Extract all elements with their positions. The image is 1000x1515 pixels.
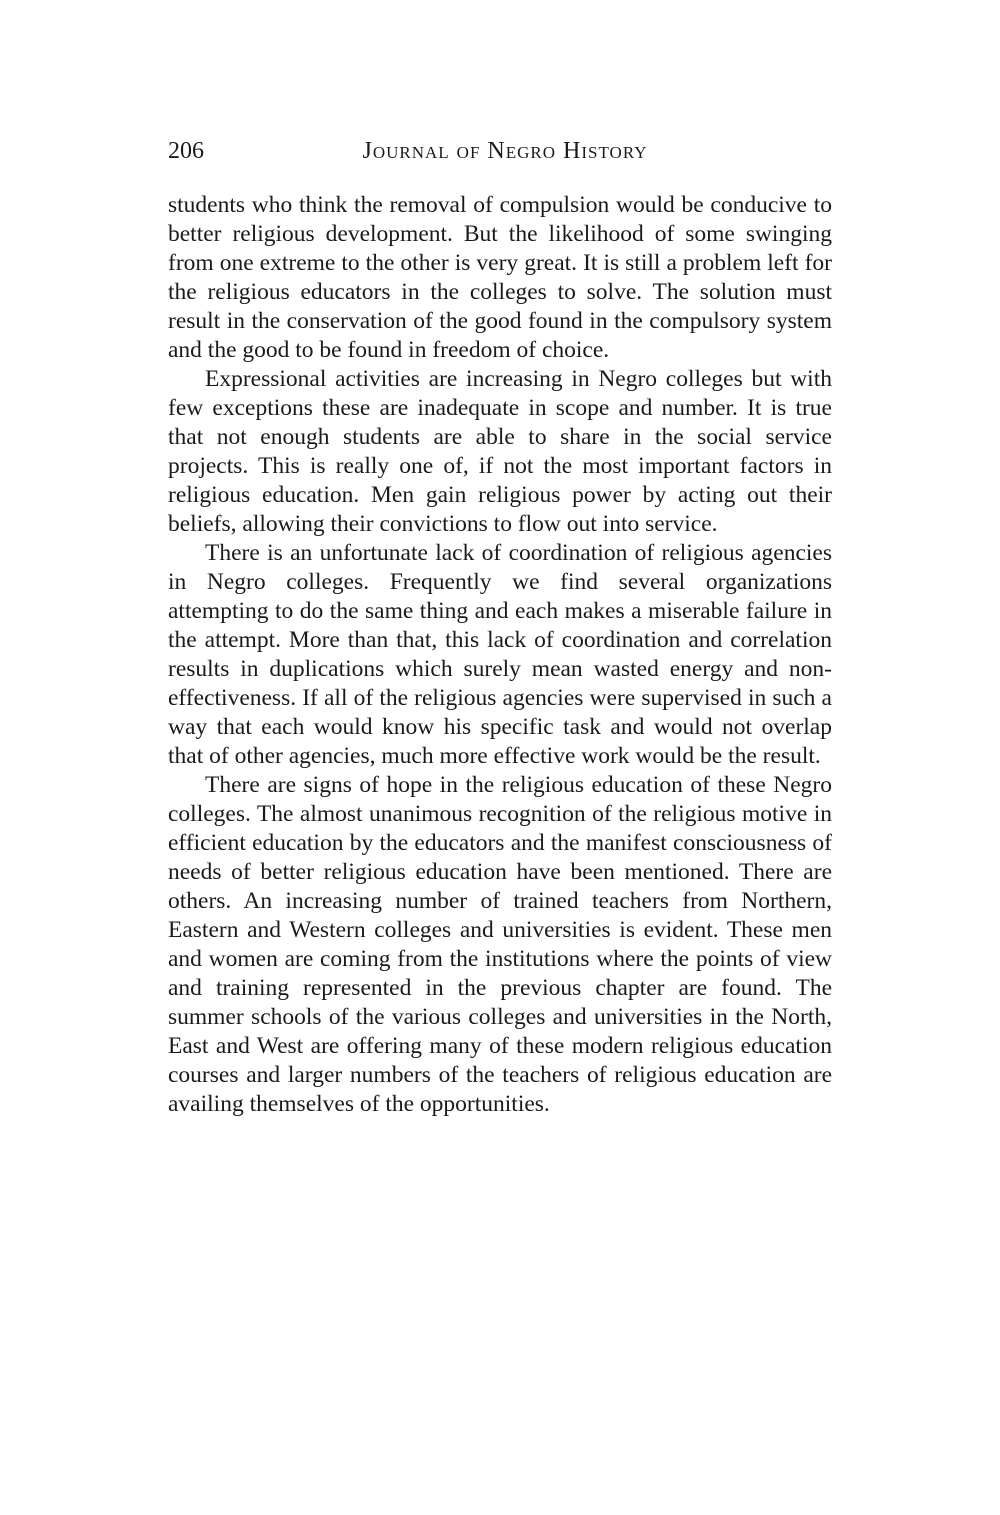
paragraph-signs-of-hope: There are signs of hope in the religious education of these Negro colleges. The almost unanimous recognition of the religious motive in efficient education by the educators and the manifest consciousness of needs of better religious education have been mentioned. There are others. An increasing number of trained teachers from Northern, Eastern and Western colleges and universities is evident. These men and women are coming from the institutions where the points of view and training represented in the previous chapter are found. The summer schools of the various colleges and universities in the North, East and West are offering many of these modern religious education courses and larger numbers of the teachers of religious education are availing themselves of the opportunities.: [168, 772, 832, 1117]
paragraph-continued: students who think the removal of compulsion would be conducive to better religious development. But the likelihood of some swinging from one extreme to the other is very great. It is still a problem left for the religious educators in the colleges to solve. The solution must result in the conservation of the good found in the compulsory system and the good to be found in freedom of choice.: [168, 192, 832, 363]
paragraph-coordination: There is an unfortunate lack of coordination of religious agencies in Negro colleges. Frequently we find several organizations attempting to do the same thing and each makes a miserable failure in the attempt. More than that, this lack of coordination and correlation results in duplications which surely mean wasted energy and non-effectiveness. If all of the religious agencies were supervised in such a way that each would know his specific task and would not overlap that of other agencies, much more effective work would be the result.: [168, 540, 832, 769]
journal-title: Journal of Negro History: [362, 138, 648, 164]
page-number: 206: [168, 138, 204, 164]
paragraph-expressional-activities: Expressional activities are increasing in Negro colleges but with few exceptions these are inadequate in scope and number. It is true that not enough students are able to share in the social service projects. This is really one of, if not the most important factors in religious education. Men gain religious power by acting out their beliefs, allowing their convictions to flow out into service.: [168, 366, 832, 537]
body-text: [168, 191, 832, 1119]
running-head: [168, 138, 832, 172]
